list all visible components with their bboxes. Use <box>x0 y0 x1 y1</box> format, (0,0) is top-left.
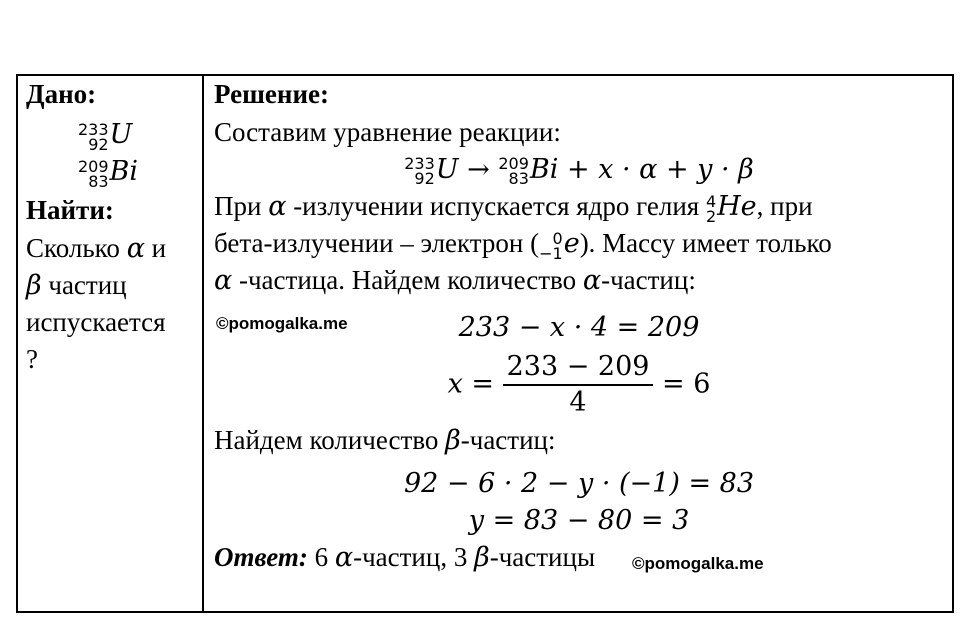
reaction-equation: 233 92U → 209 83Bi + x · α + y · β <box>404 153 754 188</box>
nuclide-bi-numbers: 209 83 <box>78 156 109 191</box>
equation-mass: 233 − x · 4 = 209 <box>458 312 700 343</box>
solution-line-4: Найдем количество β-частиц: <box>214 425 556 456</box>
find-question: Сколько α и β частиц испускается ? <box>26 233 167 374</box>
equation-x: x = $\frac{233 - 209}{4}$ = 6 <box>447 351 711 418</box>
column-divider <box>202 74 204 613</box>
answer-line: Ответ: 6 α-частиц, 3 β-частицы <box>214 542 596 573</box>
solution-line-1: Составим уравнение реакции: <box>214 117 561 147</box>
solution-paragraph: При α -излучении испускается ядро гелия 4 2He, при бета-излучении – электрон ( 0 −1e). Массу имеет только α -частица. Найдем количество α-частиц: <box>214 191 832 296</box>
nuclide-u-numbers: 233 92 <box>78 119 109 154</box>
equation-y: y = 83 − 80 = 3 <box>468 505 690 536</box>
given-nuclide-bi: 209 83Bi <box>78 156 139 191</box>
find-title: Найти: <box>26 195 114 225</box>
watermark-top: ©pomogalka.me <box>216 314 348 333</box>
equation-charge: 92 − 6 · 2 − y · (−1) = 83 <box>403 468 755 499</box>
solution-title: Решение: <box>214 79 329 109</box>
answer-label: Ответ: <box>214 542 308 572</box>
watermark-bottom: ©pomogalka.me <box>632 554 764 573</box>
given-nuclide-u: 233 92U <box>78 119 133 154</box>
fraction: $\frac{233 - 209}{4}$ <box>503 350 654 420</box>
given-column <box>26 78 198 378</box>
given-title: Дано: <box>26 79 97 109</box>
